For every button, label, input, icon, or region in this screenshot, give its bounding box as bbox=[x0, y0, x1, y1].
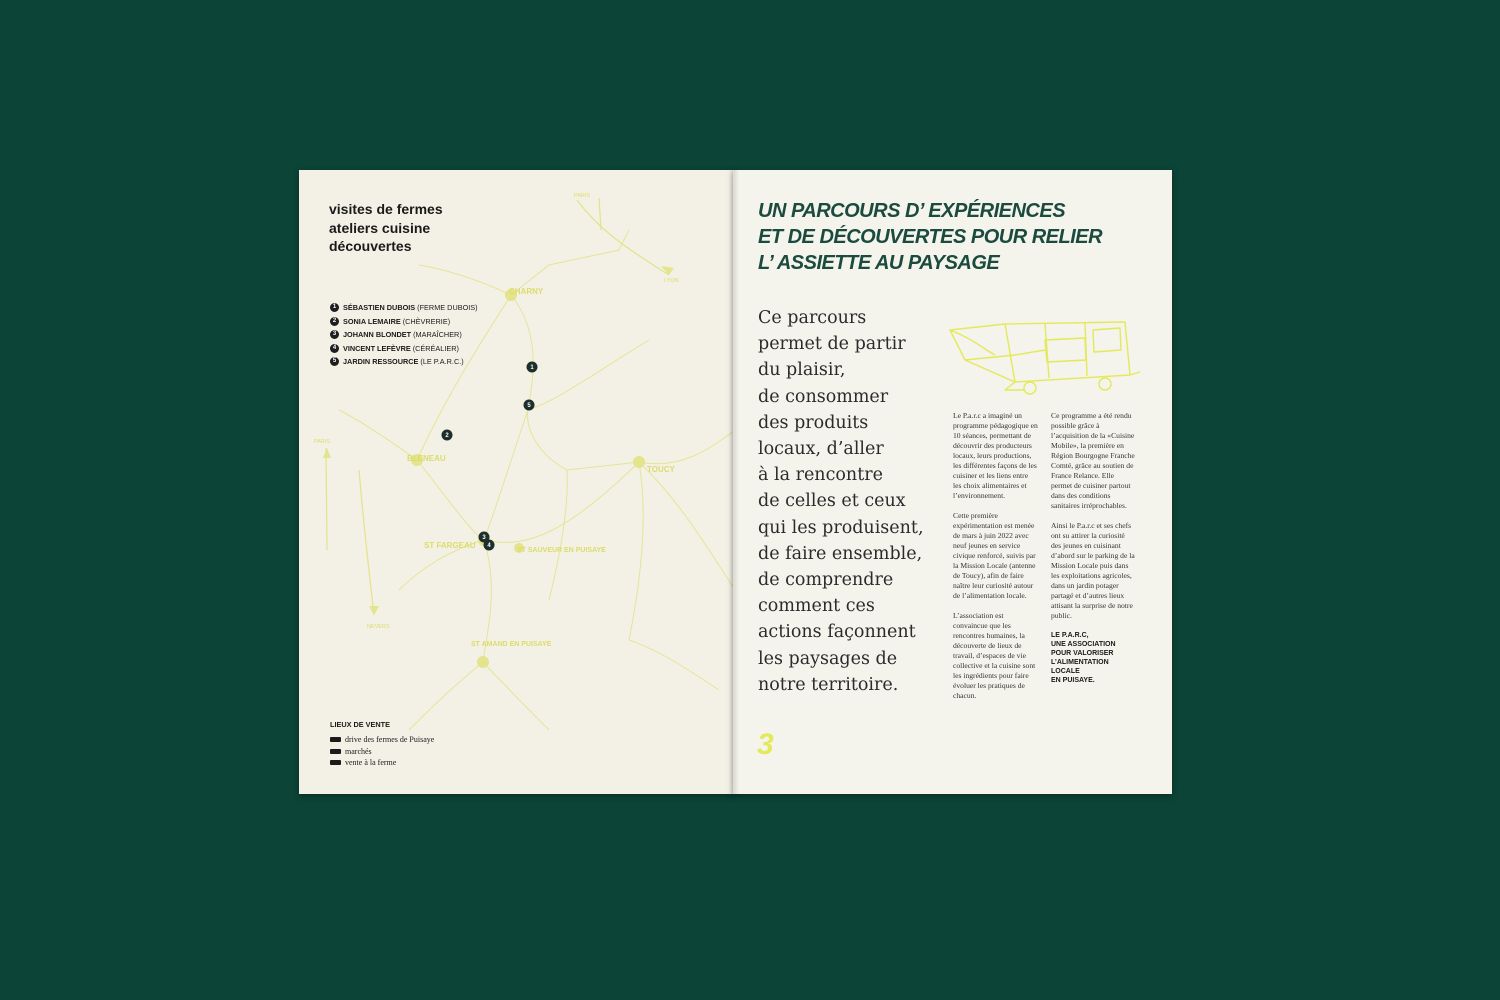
map-town-st-sauveur: ST SAUVEUR EN PUISAYE bbox=[517, 547, 606, 554]
svg-text:4: 4 bbox=[487, 543, 491, 549]
headline-line: ET DE DÉCOUVERTES POUR RELIER bbox=[758, 226, 1103, 248]
title-line: découvertes bbox=[329, 238, 412, 254]
title-line: ateliers cuisine bbox=[329, 219, 431, 236]
list-item bbox=[330, 301, 478, 315]
farm-name: SÉBASTIEN DUBOIS bbox=[343, 303, 416, 312]
left-page-title bbox=[329, 200, 443, 256]
body-paragraph: Le P.a.r.c a imaginé un programme pédagogique en 10 séances, permettant de découvrir des producteurs locaux, leurs productions, les différentes façons de les cuisiner et les liens entre les choix alimentaires et l’environnement. bbox=[953, 411, 1038, 500]
legend-label: vente à la ferme bbox=[345, 758, 397, 767]
lead-line: comment ces bbox=[758, 596, 875, 617]
map-town-toucy: TOUCY bbox=[647, 465, 675, 474]
farm-name: SONIA LEMAIRE bbox=[343, 316, 401, 326]
farm-number-badge: 1 bbox=[330, 303, 339, 312]
lead-line: actions façonnent bbox=[758, 622, 916, 643]
lead-line: de comprendre bbox=[758, 570, 894, 591]
legend-title: LIEUX DE VENTE bbox=[330, 720, 391, 729]
list-item bbox=[330, 328, 478, 342]
body-paragraph: Cette première expérimentation est menée de mars à juin 2022 avec neuf jeunes en service civique renforcé, suivis par la Mission Locale (antenne de Toucy), afin de faire naître leur curiosité autour de l’alimentation locale. bbox=[953, 511, 1036, 600]
body-paragraph: Ce programme a été rendu possible grâce à l’acquisition de la «Cuisine Mobile», la première en Région Bourgogne Franche Comté, grâce au soutien de France Relance. Elle permet de cuisiner partout dans des conditions sanitaires irréprochables. bbox=[1051, 411, 1135, 510]
farm-number-badge: 4 bbox=[330, 344, 339, 353]
farm-type: (CÉRÉALIER) bbox=[412, 343, 459, 353]
legend-label: marchés bbox=[345, 746, 372, 756]
lead-line: de celles et ceux bbox=[758, 491, 906, 512]
signature-line: POUR VALORISER bbox=[1051, 650, 1114, 657]
farm-name: JOHANN BLONDET bbox=[343, 330, 412, 339]
right-page bbox=[733, 170, 1172, 794]
body-column-2 bbox=[1051, 411, 1136, 685]
svg-text:3: 3 bbox=[482, 535, 486, 541]
map-town-st-amand: ST AMAND EN PUISAYE bbox=[471, 641, 552, 648]
brochure-spread bbox=[299, 170, 1172, 794]
pointing-hand-icon bbox=[330, 760, 341, 765]
map-arrow-paris-north: PARIS bbox=[574, 193, 591, 199]
farm-number-badge: 3 bbox=[330, 330, 339, 339]
svg-text:2: 2 bbox=[445, 433, 449, 439]
lead-line: locaux, d’aller bbox=[758, 439, 884, 460]
signature-line: LOCALE bbox=[1051, 668, 1080, 675]
body-column-1 bbox=[953, 411, 1038, 711]
lead-line: de faire ensemble, bbox=[758, 543, 923, 564]
lead-line: notre territoire. bbox=[758, 674, 899, 695]
pointing-hand-icon bbox=[330, 749, 341, 754]
map-arrow-nevers: NEVERS bbox=[367, 624, 390, 630]
title-line: visites de fermes bbox=[329, 201, 443, 217]
list-item bbox=[330, 315, 478, 329]
page-number: 3 bbox=[757, 728, 774, 761]
headline-line: UN PARCOURS D’ EXPÉRIENCES bbox=[758, 200, 1066, 222]
svg-text:1: 1 bbox=[530, 365, 534, 371]
lead-line: des produits bbox=[758, 412, 869, 433]
lead-line: Ce parcours bbox=[758, 308, 867, 328]
lead-line: de consommer bbox=[758, 386, 889, 407]
map-town-st-fargeau: ST FARGEAU bbox=[424, 541, 476, 550]
map-arrow-lyon: LYON bbox=[664, 278, 679, 284]
signature-line: UNE ASSOCIATION bbox=[1051, 641, 1116, 648]
farm-type: (FERME DUBOIS) bbox=[417, 303, 478, 312]
farm-type: (CHÈVRERIE) bbox=[402, 316, 451, 326]
signature-line: L’ALIMENTATION bbox=[1051, 659, 1109, 666]
map-legend bbox=[330, 720, 434, 769]
left-page bbox=[299, 170, 735, 794]
headline bbox=[758, 198, 1102, 276]
body-paragraph: Ainsi le P.a.r.c et ses chefs ont su attirer la curiosité des jeunes en cuisinant d’abord sur le parking de la Mission Locale puis dans les exploitations agricoles, dans un jardin potager partagé et d’autres lieux attisant la surprise de notre public. bbox=[1051, 521, 1135, 620]
association-signature bbox=[1051, 631, 1136, 685]
farm-name: JARDIN RESSOURCE bbox=[343, 357, 419, 366]
lead-paragraph bbox=[758, 305, 958, 698]
lead-line: à la rencontre bbox=[758, 465, 883, 486]
farm-type: (MARAÎCHER) bbox=[413, 330, 462, 339]
spine-gutter bbox=[729, 170, 739, 794]
svg-text:5: 5 bbox=[527, 403, 531, 409]
list-item bbox=[330, 342, 478, 356]
headline-line: L’ ASSIETTE AU PAYSAGE bbox=[758, 252, 1000, 274]
lead-line: qui les produisent, bbox=[758, 517, 924, 538]
lead-line: les paysages de bbox=[758, 648, 898, 669]
legend-item bbox=[330, 746, 434, 758]
legend-item bbox=[330, 757, 434, 769]
legend-label: drive des fermes de Puisaye bbox=[345, 735, 435, 744]
lead-line: du plaisir, bbox=[758, 360, 846, 381]
map-town-charny: CHARNY bbox=[509, 287, 544, 296]
farm-name: VINCENT LEFÈVRE bbox=[343, 343, 411, 353]
body-paragraph: L’association est convaincue que les rencontres humaines, la découverte de lieux de travail, d’espaces de vie collective et la cuisine sont les ingrédients pour faire évoluer les pratiques de chacun. bbox=[953, 611, 1036, 700]
map-town-bleneau: BLENEAU bbox=[407, 454, 446, 463]
map-arrow-paris-west: PARIS bbox=[314, 439, 331, 445]
signature-line: EN PUISAYE. bbox=[1051, 677, 1095, 684]
lead-line: permet de partir bbox=[758, 334, 906, 355]
farm-number-badge: 5 bbox=[330, 357, 339, 366]
farm-list bbox=[330, 301, 478, 369]
list-item bbox=[330, 355, 478, 369]
map-illustration bbox=[299, 170, 735, 794]
signature-line: LE P.A.R.C, bbox=[1051, 632, 1089, 639]
food-truck-illustration bbox=[945, 310, 1145, 400]
legend-item bbox=[330, 734, 434, 746]
pointing-hand-icon bbox=[330, 737, 341, 742]
farm-type: (LE P.A.R.C.) bbox=[420, 357, 464, 366]
farm-number-badge: 2 bbox=[330, 317, 339, 326]
